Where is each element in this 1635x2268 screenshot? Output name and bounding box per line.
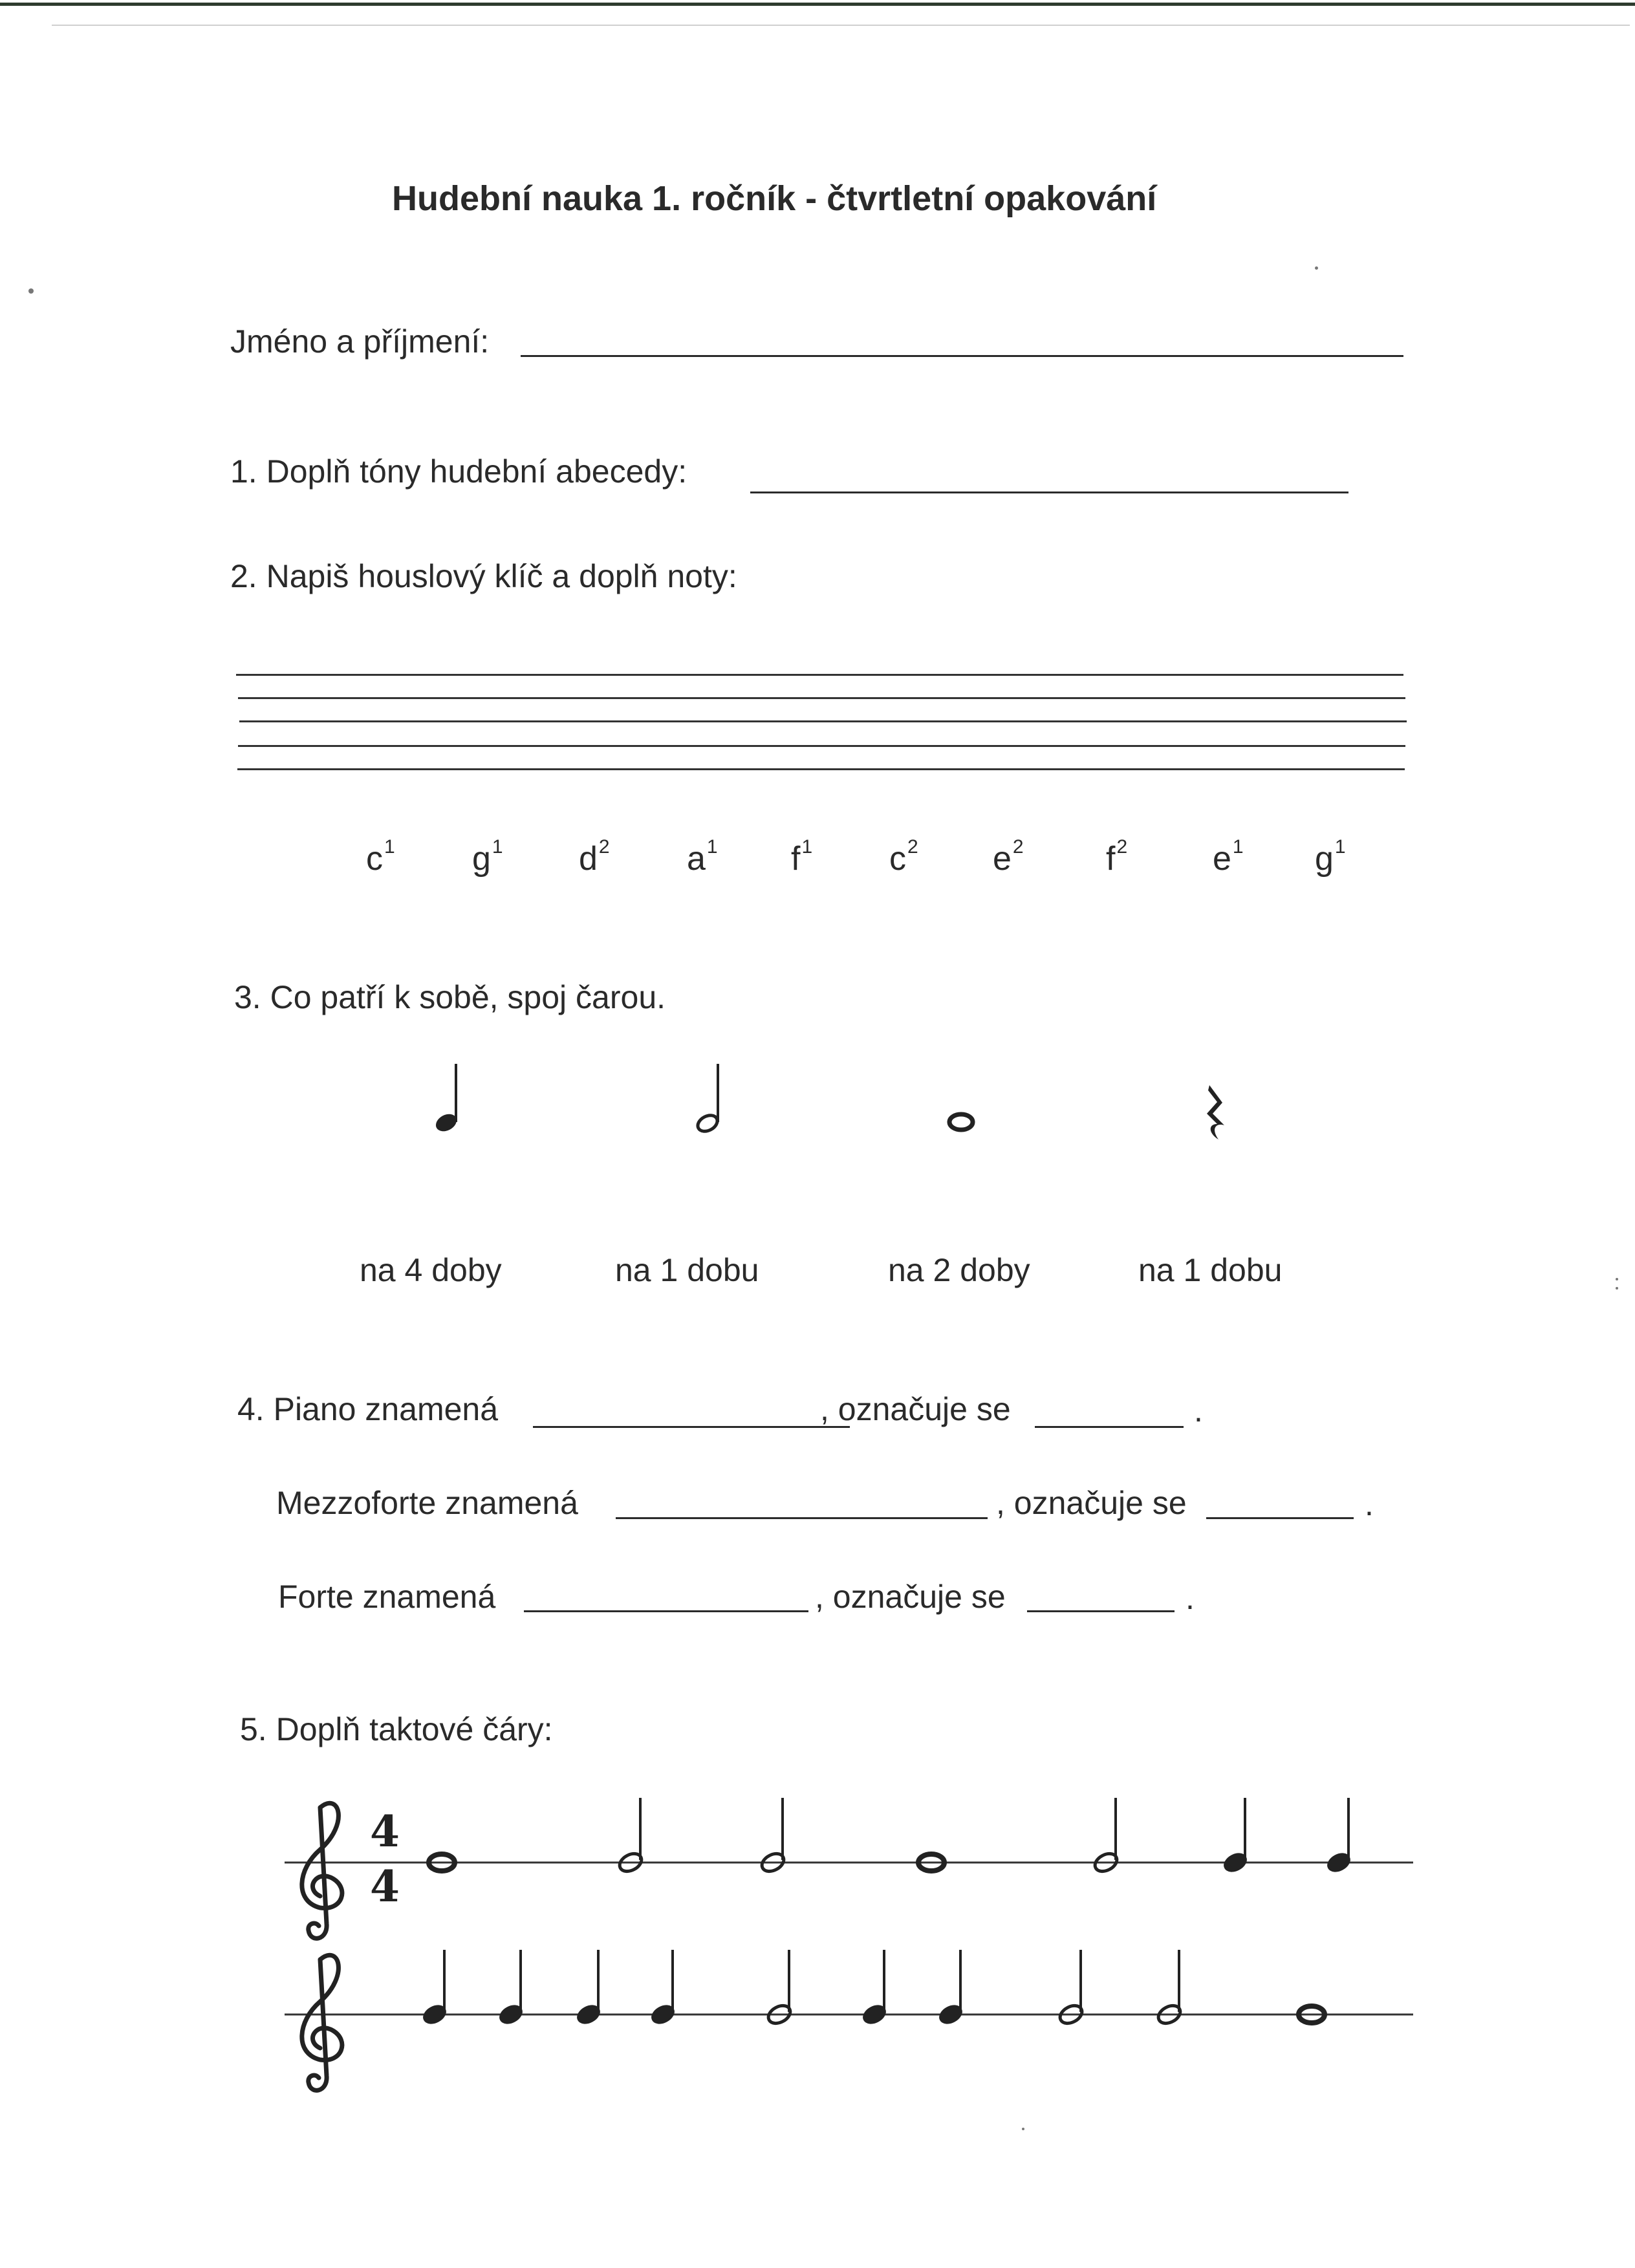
question-4-piano-label: 4. Piano znamená <box>237 1391 499 1427</box>
quarter-note <box>1325 1798 1352 1875</box>
mezzoforte-period: . <box>1365 1486 1374 1522</box>
forte-period: . <box>1186 1580 1195 1616</box>
quarter-note <box>497 1950 525 2027</box>
question-4-forte-label: Forte znamená <box>278 1579 496 1615</box>
question-3-text: 3. Co patří k sobě, spoj čarou. <box>234 979 666 1015</box>
quarter-note <box>860 1950 888 2027</box>
treble-clef-icon <box>302 1803 342 1938</box>
treble-clef-icon <box>302 1955 342 2090</box>
note-letter: e <box>993 840 1012 878</box>
question-1-text: 1. Doplň tóny hudební abecedy: <box>230 453 688 490</box>
note-letter: c <box>889 840 906 878</box>
note-octave: 1 <box>1334 836 1346 858</box>
scan-speck <box>1022 2128 1024 2130</box>
quarter-note <box>420 1950 448 2027</box>
time-signature-bottom: 4 <box>370 1861 400 1912</box>
note-letter: a <box>687 840 706 878</box>
quarter-note <box>574 1950 602 2027</box>
note-letter: c <box>366 840 383 878</box>
quarter-note <box>649 1950 677 2027</box>
note-octave: 2 <box>1116 836 1128 858</box>
duration-option-2[interactable]: na 1 dobu <box>615 1252 759 1288</box>
page-title: Hudební nauka 1. ročník - čtvrtletní opakování <box>392 179 1157 218</box>
piano-period: . <box>1194 1392 1203 1429</box>
scan-speck <box>1616 1278 1618 1280</box>
question-5-text: 5. Doplň taktové čáry: <box>240 1711 553 1747</box>
forte-marked-label: , označuje se <box>815 1579 1006 1615</box>
note-octave: 1 <box>1232 836 1244 858</box>
note-letter: e <box>1213 840 1231 878</box>
note-octave: 2 <box>907 836 918 858</box>
note-octave: 1 <box>492 836 503 858</box>
duration-option-4[interactable]: na 1 dobu <box>1138 1252 1283 1288</box>
note-octave: 1 <box>706 836 718 858</box>
note-letter: d <box>579 840 598 878</box>
piano-marked-label: , označuje se <box>820 1391 1011 1427</box>
note-octave: 2 <box>1012 836 1024 858</box>
duration-option-1[interactable]: na 4 doby <box>360 1252 502 1288</box>
question-4-mezzoforte-label: Mezzoforte znamená <box>276 1485 578 1521</box>
note-letter: f <box>1106 840 1116 878</box>
scan-speck <box>28 288 34 294</box>
note-octave: 1 <box>384 836 395 858</box>
name-label: Jméno a příjmení: <box>230 323 490 360</box>
time-signature-top: 4 <box>370 1806 400 1857</box>
scan-speck <box>1616 1287 1618 1290</box>
note-octave: 1 <box>801 836 813 858</box>
quarter-note <box>1221 1798 1249 1875</box>
question-2-text: 2. Napiš houslový klíč a doplň noty: <box>230 558 737 594</box>
quarter-note <box>937 1950 964 2027</box>
scan-speck <box>1315 266 1318 270</box>
note-letter: f <box>791 840 801 878</box>
note-letter: g <box>472 840 491 878</box>
note-octave: 2 <box>598 836 610 858</box>
mezzoforte-marked-label: , označuje se <box>996 1485 1187 1521</box>
note-letter: g <box>1315 840 1334 878</box>
duration-option-3[interactable]: na 2 doby <box>888 1252 1030 1288</box>
